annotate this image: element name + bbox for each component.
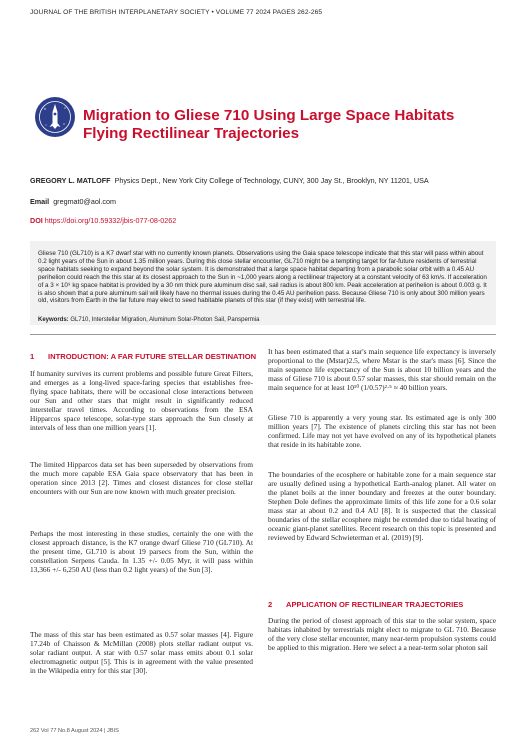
section-number: 2 [268,600,273,609]
paragraph: The limited Hipparcos data set has been superseded by observations from the much more capable ESA Gaia space observatory that has been in operation since 2013 [2]. Times and closest distances for close stellar encounters with our Sun are now known with much greater precision. [30,460,253,497]
paragraph: If humanity survives its current problems and possible future Great Filters, and emerges as a long-lived space-faring species that establishes free-flying space habitats, there will be occasional close interactions between our Sun and other stars that might result in significantly reduced interstellar travel times. According to observations from the ESA Hipparcos space telescope, solar-type stars approach the Sun closely at intervals of less than one million years [1]. [30,369,253,433]
bis-logo [34,96,76,138]
keywords-value: GL710, Interstellar Migration, Aluminum Solar-Photon Sail, Panspermia [70,317,260,323]
journal-header: JOURNAL OF THE BRITISH INTERPLANETARY SOCIETY • VOLUME 77 2024 PAGES 262-265 [30,9,323,16]
author-name: GREGORY L. MATLOFF [30,176,111,185]
section-number: 1 [30,352,35,361]
doi-line [30,216,176,225]
section-title: INTRODUCTION: A FAR FUTURE STELLAR DESTINATION [48,352,257,361]
email-address[interactable]: gregmat0@aol.com [53,197,117,206]
paragraph: Gliese 710 is apparently a very young star. Its estimated age is only 300 million years [7]. The existence of planets circling this star has not been confirmed. Life may not yet have evolved on any of its hypothetical planets that reside in its habitable zone. [268,413,496,450]
section-heading-2 [268,600,463,609]
divider [30,334,496,335]
paragraph: The boundaries of the ecosphere or habitable zone for a main sequence star are usually defined using a hypothetical Earth-analog planet. All water on the planet boils at the inner boundary and freezes at the outer boundary. Stephen Dole defines the approximate limits of this life zone for a 0.6 solar mass star at about 0.2 and 0.4 AU [8]. It is suspected that the classical boundaries of the stellar ecosphere might be extended due to tidal heating of oceanic giant-planet satellites. Recent research on this topic is presented and reviewed by Edward Schwieterman et al. (2019) [9]. [268,470,496,543]
author-line [30,176,510,185]
paper-title: Migration to Gliese 710 Using Large Space Habitats Flying Rectilinear Trajectories [83,107,455,142]
page-footer: 262 Vol 77 No.8 August 2024 | JBIS [30,728,119,734]
paragraph: Perhaps the most interesting in these studies, certainly the one with the closest approach distance, is the K7 orange dwarf Gliese 710 (GL710). At the present time, GL710 is about 19 parsecs from the Sun, within the constellation Serpens Cauda. In 1.35 +/- 0.05 Myr, it will pass within 13,366 +/- 6,250 AU (less than 0.2 light years) of the Sun [3]. [30,529,253,575]
paragraph: During the period of closest approach of this star to the solar system, space habitats inhabited by terrestrials might elect to migrate to GL 710. Because of the very close stellar encounter, many near-term propulsion systems could be applied to this migration. Here we select a a near-term solar photon sail [268,616,496,653]
paragraph: The mass of this star has been estimated as 0.57 solar masses [4]. Figure 17.24b of Chaisson & McMillan (2008) plots stellar radiant output vs. solar radiant output. A star with 0.57 solar mass emits about 0.1 solar electromagnetic output [5]. This is in agreement with the value presented in the Wikipedia entry for this star [30]. [30,630,253,676]
section-title: APPLICATION OF RECTILINEAR TRAJECTORIES [286,600,464,609]
email-line [30,197,116,206]
author-affiliation: Physics Dept., New York City College of Technology, CUNY, 300 Jay St., Brooklyn, NY 11201, USA [114,176,429,185]
section-heading-1 [30,352,256,361]
doi-label: DOI [30,216,43,225]
paragraph: It has been estimated that a star's main sequence life expectancy is inversely proportional to the (Mstar)2.5, where Mstar is the star's mass [6]. Since the main sequence life expectancy of the Sun is about 10 billion years and the mass of Gliese 710 is about 0.57 solar masses, this star should remain on the main sequence for at least 10¹⁰ (1/0.57)²·⁵ ≈ 40 billion years. [268,347,496,393]
abstract-text: Gliese 710 (GL710) is a K7 dwarf star with no currently known planets. Observations using the Gaia space telescope indicate that this star will pass within about 0.2 light years of the Sun in about 1.35 million years. During this close stellar encounter, GL710 might be a tempting target for far-future residents of terrestrial space habitats seeking to expand beyond the solar system. It is demonstrated that a large space habitat departing from a parabolic solar orbit with a 0.45 AU perihelion could reach the this star at its closest approach to the Sun in ~1,000 years along a rectilinear trajectory at a constant velocity of 63 km/s. If acceleration of a 3 × 10⁹ kg space habitat is provided by a 30 nm thick pure aluminum disc sail, sail radius is about 800 km. Peak acceleration at perihelion is about 0.003 g. It is also shown that a pure aluminum sail will likely have no thermal issues during the 0.45 AU perihelion pass. Because Gliese 710 is only about 300 million years old, visitors from Earth in the far future may elect to seed habitable planets of this star (if they exist) with terrestrial life. [38,250,487,305]
doi-link[interactable]: https://doi.org/10.59332/jbis-077-08-0262 [44,216,177,225]
keywords-label: Keywords: [38,317,69,323]
email-label: Email [30,197,50,206]
keywords [38,317,490,323]
